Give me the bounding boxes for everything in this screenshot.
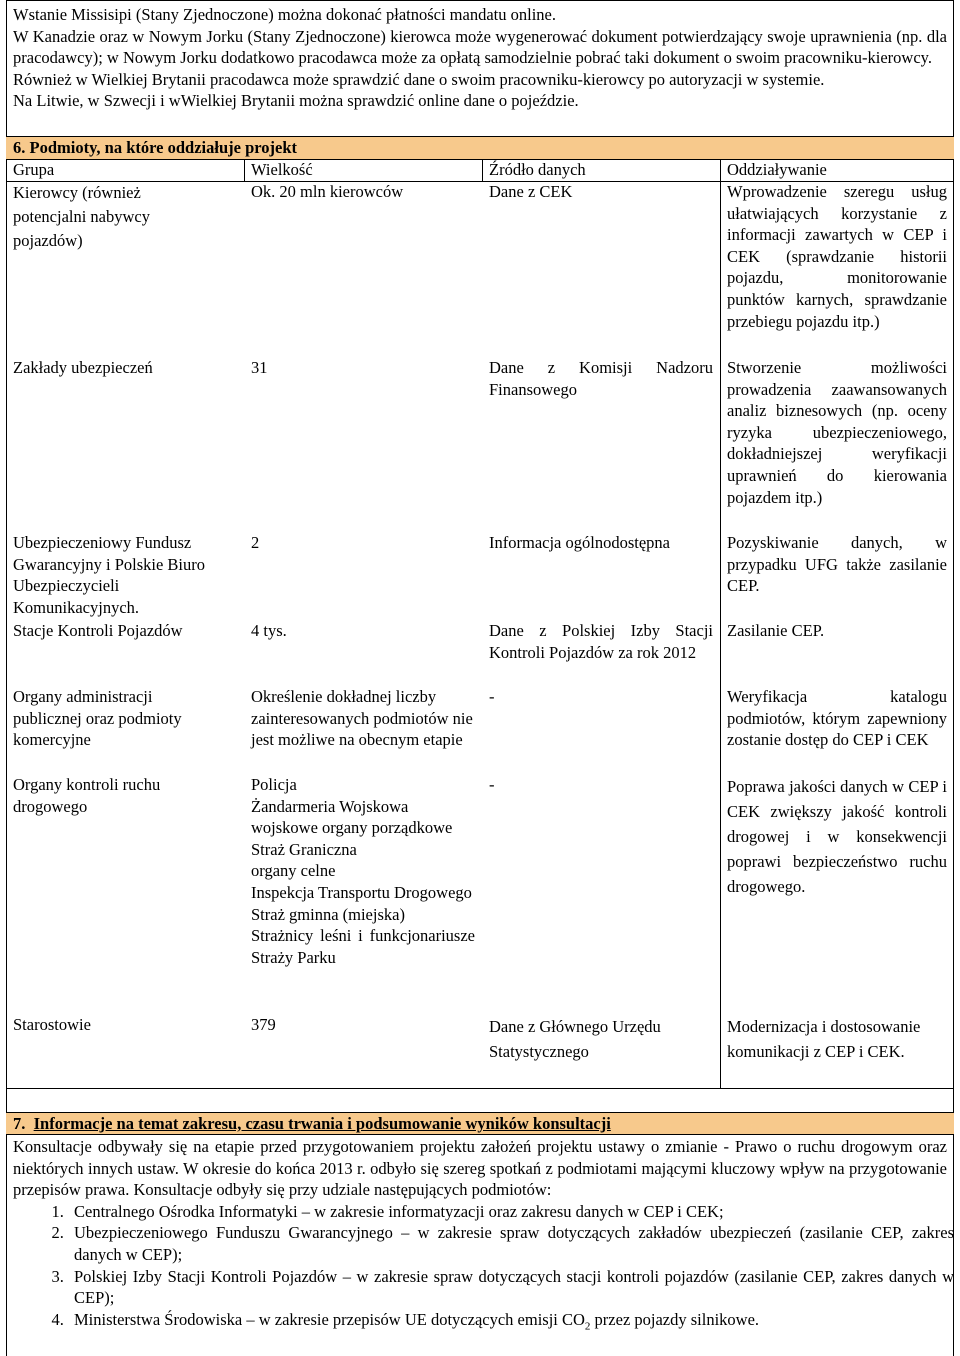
row-5-source: -	[489, 687, 495, 706]
header-source: Źródło danych	[489, 160, 586, 179]
row-6-size-item: Inspekcja Transportu Drogowego	[251, 882, 472, 902]
row-6-size-item: organy celne	[251, 861, 336, 881]
intro-line-4: Na Litwie, w Szwecji i wWielkiej Brytanii można sprawdzić online dane o pojeździe.	[13, 91, 579, 111]
row-6-size-item: Żandarmeria Wojskowa	[251, 796, 409, 816]
section-7-intro: Konsultacje odbywały się na etapie przed przygotowaniem projektu założeń projektu ustawy o zmianie - Prawo o ruchu drogowym oraz niektórych innych ustaw. W okresie do końca 2013 r. odbyło się szereg spotkań z podmiotami mającymi kluczowy wpływ na przygotowanie przepisów prawa. Konsultacje odbyły się przy udziale następujących podmiotów:	[13, 1137, 947, 1200]
row-7-source: Dane z Głównego Urzędu Statystycznego	[489, 1017, 661, 1061]
section-6-heading	[6, 137, 954, 159]
section-6-number: 6.	[13, 138, 26, 157]
row-1-impact: Wprowadzenie szeregu usług ułatwiających korzystanie z informacji zawartych w CEP i CEK (sprawdzanie historii pojazdu, monitorowanie punktów karnych, sprawdzanie przebiegu pojazdu itp.)	[727, 182, 947, 331]
item-4-text-end: przez pojazdy silnikowe.	[590, 1309, 760, 1329]
intro-paragraph-2: W Kanadzie oraz w Nowym Jorku (Stany Zjednoczone) kierowca może wygenerować dokument potwierdzający swoje uprawnienia (np. dla pracodawcy); w Nowym Jorku dodatkowo pracodawca może za opłatą samodzielnie pobrać taki dokument o swoim pracowniku-kierowcy.	[13, 26, 947, 68]
row-6-impact: Poprawa jakości danych w CEP i CEK zwiększy jakość kontroli drogowej i w konsekwencji poprawi bezpieczeństwo ruchu drogowego.	[727, 777, 947, 896]
row-5-size: Określenie dokładnej liczby zainteresowanych podmiotów nie jest możliwe na obecnym etapie	[251, 687, 473, 750]
col-divider	[482, 159, 483, 181]
row-6-group: Organy kontroli ruchu drogowego	[13, 775, 161, 816]
consultation-list	[6, 1201, 954, 1331]
co2-subscript: 2	[584, 1320, 591, 1333]
row-6-size-item: wojskowe organy porządkowe	[251, 818, 453, 838]
item-4-text: Ministerstwa Środowiska – w zakresie przepisów UE dotyczących emisji CO	[74, 1309, 585, 1329]
row-4-group: Stacje Kontroli Pojazdów	[13, 621, 183, 640]
divider	[6, 1134, 954, 1135]
row-4-size: 4 tys.	[251, 621, 287, 640]
intro-line-1: Wstanie Missisipi (Stany Zjednoczone) można dokonać płatności mandatu online.	[13, 5, 556, 24]
row-2-size: 31	[251, 358, 268, 377]
intro-section	[6, 4, 954, 112]
row-5-impact: Weryfikacja katalogu podmiotów, którym zapewniony zostanie dostęp do CEP i CEK	[727, 687, 947, 750]
intro-line-3: Również w Wielkiej Brytanii pracodawca może sprawdzić dane o swoim pracowniku-kierowcy po autoryzacji w systemie.	[13, 69, 825, 89]
section-7-title: Informacje na temat zakresu, czasu trwania i podsumowanie wyników konsultacji	[33, 1114, 611, 1133]
row-2-group: Zakłady ubezpieczeń	[13, 358, 153, 377]
row-6-size-item: Strażnicy leśni i funkcjonariusze Straży Parku	[251, 926, 475, 967]
header-group: Grupa	[13, 160, 55, 179]
row-3-source: Informacja ogólnodostępna	[489, 533, 670, 552]
row-6-source: -	[489, 775, 495, 794]
divider	[6, 1088, 954, 1089]
row-6-size-item: Policja	[251, 775, 297, 794]
top-border	[6, 0, 954, 1]
row-2-source: Dane z Komisji Nadzoru Finansowego	[489, 358, 713, 399]
row-7-group: Starostowie	[13, 1015, 91, 1034]
row-6-size-item: Straż Graniczna	[251, 839, 357, 859]
col-divider	[244, 159, 245, 181]
row-1-group: Kierowcy (również potencjalni nabywcy pojazdów)	[13, 183, 150, 250]
section-7-number: 7.	[13, 1114, 26, 1133]
row-2-impact: Stworzenie możliwości prowadzenia zaawansowanych analiz biznesowych (np. oceny ryzyka ubezpieczeniowego, dokładniejszej weryfikacji uprawnień do kierowania pojazdem itp.)	[727, 358, 947, 507]
section-7-heading	[6, 1113, 954, 1135]
header-impact: Oddziaływanie	[727, 160, 827, 179]
list-item	[68, 1309, 954, 1331]
section-7-body	[6, 1136, 954, 1333]
col-divider	[720, 159, 721, 181]
row-4-source: Dane z Polskiej Izby Stacji Kontroli Pojazdów za rok 2012	[489, 621, 713, 662]
row-4-impact: Zasilanie CEP.	[727, 621, 825, 640]
section-6-title: Podmioty, na które oddziałuje projekt	[29, 138, 298, 157]
list-item: 3. Polskiej Izby Stacji Kontroli Pojazdów – w zakresie spraw dotyczących stacji kontroli pojazdów (zasilanie CEP, zakres danych w CEP);	[68, 1266, 954, 1309]
row-7-size: 379	[251, 1015, 276, 1034]
row-6-size-item: Straż gminna (miejska)	[251, 904, 405, 924]
row-6-size-list	[244, 774, 482, 968]
row-1-size: Ok. 20 mln kierowców	[251, 182, 404, 201]
row-1-source: Dane z CEK	[489, 182, 573, 201]
row-3-group: Ubezpieczeniowy Fundusz Gwarancyjny i Polskie Biuro Ubezpieczycieli Komunikacyjnych.	[13, 533, 206, 617]
row-5-group: Organy administracji publicznej oraz podmioty komercyjne	[13, 687, 182, 750]
list-item: 2. Ubezpieczeniowego Funduszu Gwarancyjnego – w zakresie spraw dotyczących zakładów ubezpieczeń (zasilanie CEP, zakres danych w CEP);	[68, 1222, 954, 1265]
list-item: 1. Centralnego Ośrodka Informatyki – w zakresie informatyzacji oraz zakresu danych w CEP i CEK;	[68, 1201, 954, 1223]
row-3-impact: Pozyskiwanie danych, w przypadku UFG także zasilanie CEP.	[727, 533, 947, 596]
header-size: Wielkość	[251, 160, 313, 179]
row-3-size: 2	[251, 533, 260, 552]
row-7-impact: Modernizacja i dostosowanie komunikacji z CEP i CEK.	[727, 1017, 921, 1061]
